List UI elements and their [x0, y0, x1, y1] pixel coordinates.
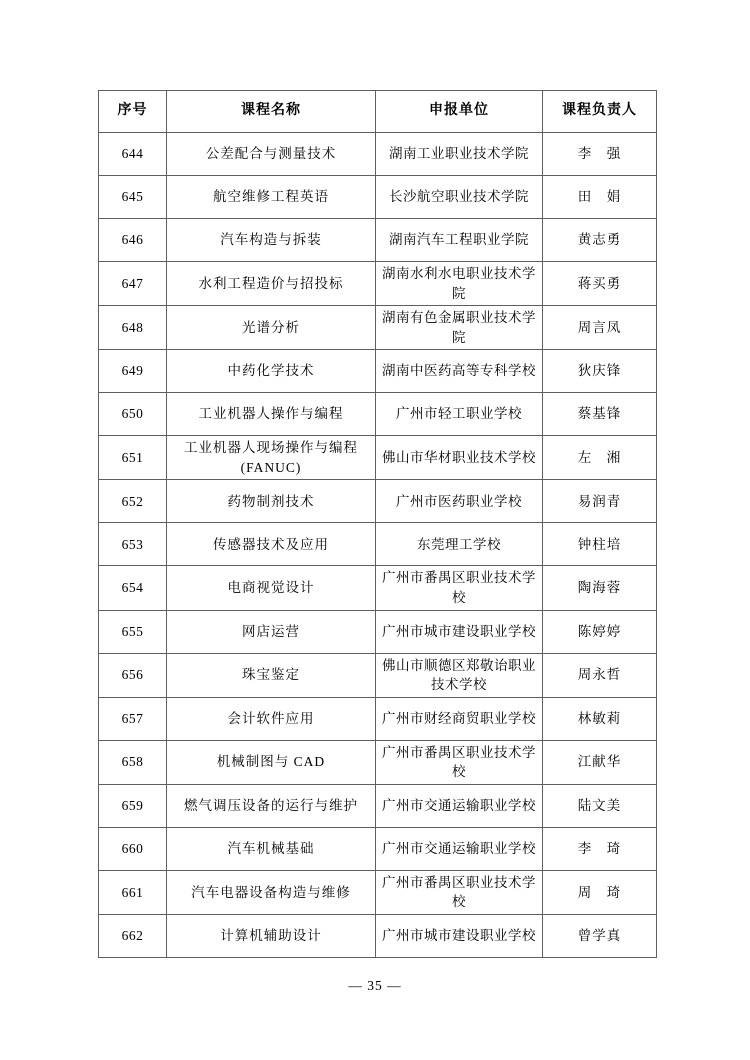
- unit-cell: 湖南水利水电职业技术学院: [376, 262, 543, 306]
- course-name-cell: 电商视觉设计: [167, 566, 376, 610]
- table-row: [99, 610, 657, 653]
- row-number-cell: 646: [99, 219, 167, 262]
- course-name-cell: 网店运营: [167, 610, 376, 653]
- table-row: [99, 870, 657, 914]
- course-name-cell: 药物制剂技术: [167, 480, 376, 523]
- col-header-unit: 申报单位: [376, 91, 543, 133]
- table-row: [99, 653, 657, 697]
- leader-cell: 钟柱培: [543, 523, 657, 566]
- unit-cell: 湖南汽车工程职业学院: [376, 219, 543, 262]
- leader-cell: 左 湘: [543, 436, 657, 480]
- unit-cell: 东莞理工学校: [376, 523, 543, 566]
- table-row: [99, 436, 657, 480]
- row-number-cell: 649: [99, 350, 167, 393]
- course-name-cell: 燃气调压设备的运行与维护: [167, 784, 376, 827]
- leader-cell: 江献华: [543, 740, 657, 784]
- row-number-cell: 648: [99, 306, 167, 350]
- leader-cell: 李 琦: [543, 827, 657, 870]
- row-number-cell: 645: [99, 176, 167, 219]
- page-number: — 35 —: [348, 978, 402, 993]
- table-row: [99, 827, 657, 870]
- leader-cell: 狄庆锋: [543, 350, 657, 393]
- leader-cell: 周 琦: [543, 870, 657, 914]
- leader-cell: 曾学真: [543, 914, 657, 957]
- row-number-cell: 650: [99, 393, 167, 436]
- leader-cell: 田 娟: [543, 176, 657, 219]
- table-row: [99, 176, 657, 219]
- unit-cell: 广州市医药职业学校: [376, 480, 543, 523]
- col-header-course-name: 课程名称: [167, 91, 376, 133]
- row-number-cell: 654: [99, 566, 167, 610]
- table-row: [99, 262, 657, 306]
- course-name-cell: 公差配合与测量技术: [167, 133, 376, 176]
- unit-cell: 广州市交通运输职业学校: [376, 784, 543, 827]
- course-name-cell: 汽车机械基础: [167, 827, 376, 870]
- leader-cell: 周言凤: [543, 306, 657, 350]
- unit-cell: 广州市城市建设职业学校: [376, 610, 543, 653]
- row-number-cell: 661: [99, 870, 167, 914]
- leader-cell: 易润青: [543, 480, 657, 523]
- row-number-cell: 660: [99, 827, 167, 870]
- unit-cell: 长沙航空职业技术学院: [376, 176, 543, 219]
- course-name-cell: 计算机辅助设计: [167, 914, 376, 957]
- unit-cell: 广州市城市建设职业学校: [376, 914, 543, 957]
- unit-cell: 湖南工业职业技术学院: [376, 133, 543, 176]
- unit-cell: 广州市番禺区职业技术学校: [376, 740, 543, 784]
- leader-cell: 陈婷婷: [543, 610, 657, 653]
- leader-cell: 李 强: [543, 133, 657, 176]
- course-name-cell: 中药化学技术: [167, 350, 376, 393]
- unit-cell: 广州市番禺区职业技术学校: [376, 870, 543, 914]
- unit-cell: 湖南有色金属职业技术学院: [376, 306, 543, 350]
- row-number-cell: 662: [99, 914, 167, 957]
- row-number-cell: 659: [99, 784, 167, 827]
- unit-cell: 佛山市顺德区郑敬诒职业技术学校: [376, 653, 543, 697]
- table-row: [99, 219, 657, 262]
- table-row: [99, 393, 657, 436]
- table-row: [99, 740, 657, 784]
- row-number-cell: 647: [99, 262, 167, 306]
- unit-cell: 佛山市华材职业技术学校: [376, 436, 543, 480]
- course-table: [98, 90, 657, 958]
- leader-cell: 蔡基锋: [543, 393, 657, 436]
- row-number-cell: 644: [99, 133, 167, 176]
- row-number-cell: 652: [99, 480, 167, 523]
- col-header-index: 序号: [99, 91, 167, 133]
- leader-cell: 黄志勇: [543, 219, 657, 262]
- table-row: [99, 697, 657, 740]
- table-header-row: [99, 91, 657, 133]
- course-name-cell: 工业机器人操作与编程: [167, 393, 376, 436]
- row-number-cell: 656: [99, 653, 167, 697]
- leader-cell: 陶海蓉: [543, 566, 657, 610]
- unit-cell: 广州市财经商贸职业学校: [376, 697, 543, 740]
- table-row: [99, 133, 657, 176]
- course-name-cell: 珠宝鉴定: [167, 653, 376, 697]
- unit-cell: 广州市番禺区职业技术学校: [376, 566, 543, 610]
- table-row: [99, 523, 657, 566]
- course-name-cell: 会计软件应用: [167, 697, 376, 740]
- row-number-cell: 657: [99, 697, 167, 740]
- row-number-cell: 651: [99, 436, 167, 480]
- unit-cell: 湖南中医药高等专科学校: [376, 350, 543, 393]
- course-name-cell: 机械制图与 CAD: [167, 740, 376, 784]
- course-name-cell: 传感器技术及应用: [167, 523, 376, 566]
- leader-cell: 蒋买勇: [543, 262, 657, 306]
- row-number-cell: 653: [99, 523, 167, 566]
- table-row: [99, 306, 657, 350]
- unit-cell: 广州市轻工职业学校: [376, 393, 543, 436]
- col-header-leader: 课程负责人: [543, 91, 657, 133]
- course-name-cell: 水利工程造价与招投标: [167, 262, 376, 306]
- course-name-cell: 汽车电器设备构造与维修: [167, 870, 376, 914]
- table-row: [99, 350, 657, 393]
- course-name-cell: 汽车构造与拆装: [167, 219, 376, 262]
- leader-cell: 陆文美: [543, 784, 657, 827]
- leader-cell: 周永哲: [543, 653, 657, 697]
- leader-cell: 林敏莉: [543, 697, 657, 740]
- table-row: [99, 784, 657, 827]
- course-name-cell: 光谱分析: [167, 306, 376, 350]
- table-row: [99, 480, 657, 523]
- table-row: [99, 566, 657, 610]
- course-name-cell: 工业机器人现场操作与编程(FANUC): [167, 436, 376, 480]
- table-row: [99, 914, 657, 957]
- unit-cell: 广州市交通运输职业学校: [376, 827, 543, 870]
- row-number-cell: 655: [99, 610, 167, 653]
- row-number-cell: 658: [99, 740, 167, 784]
- course-name-cell: 航空维修工程英语: [167, 176, 376, 219]
